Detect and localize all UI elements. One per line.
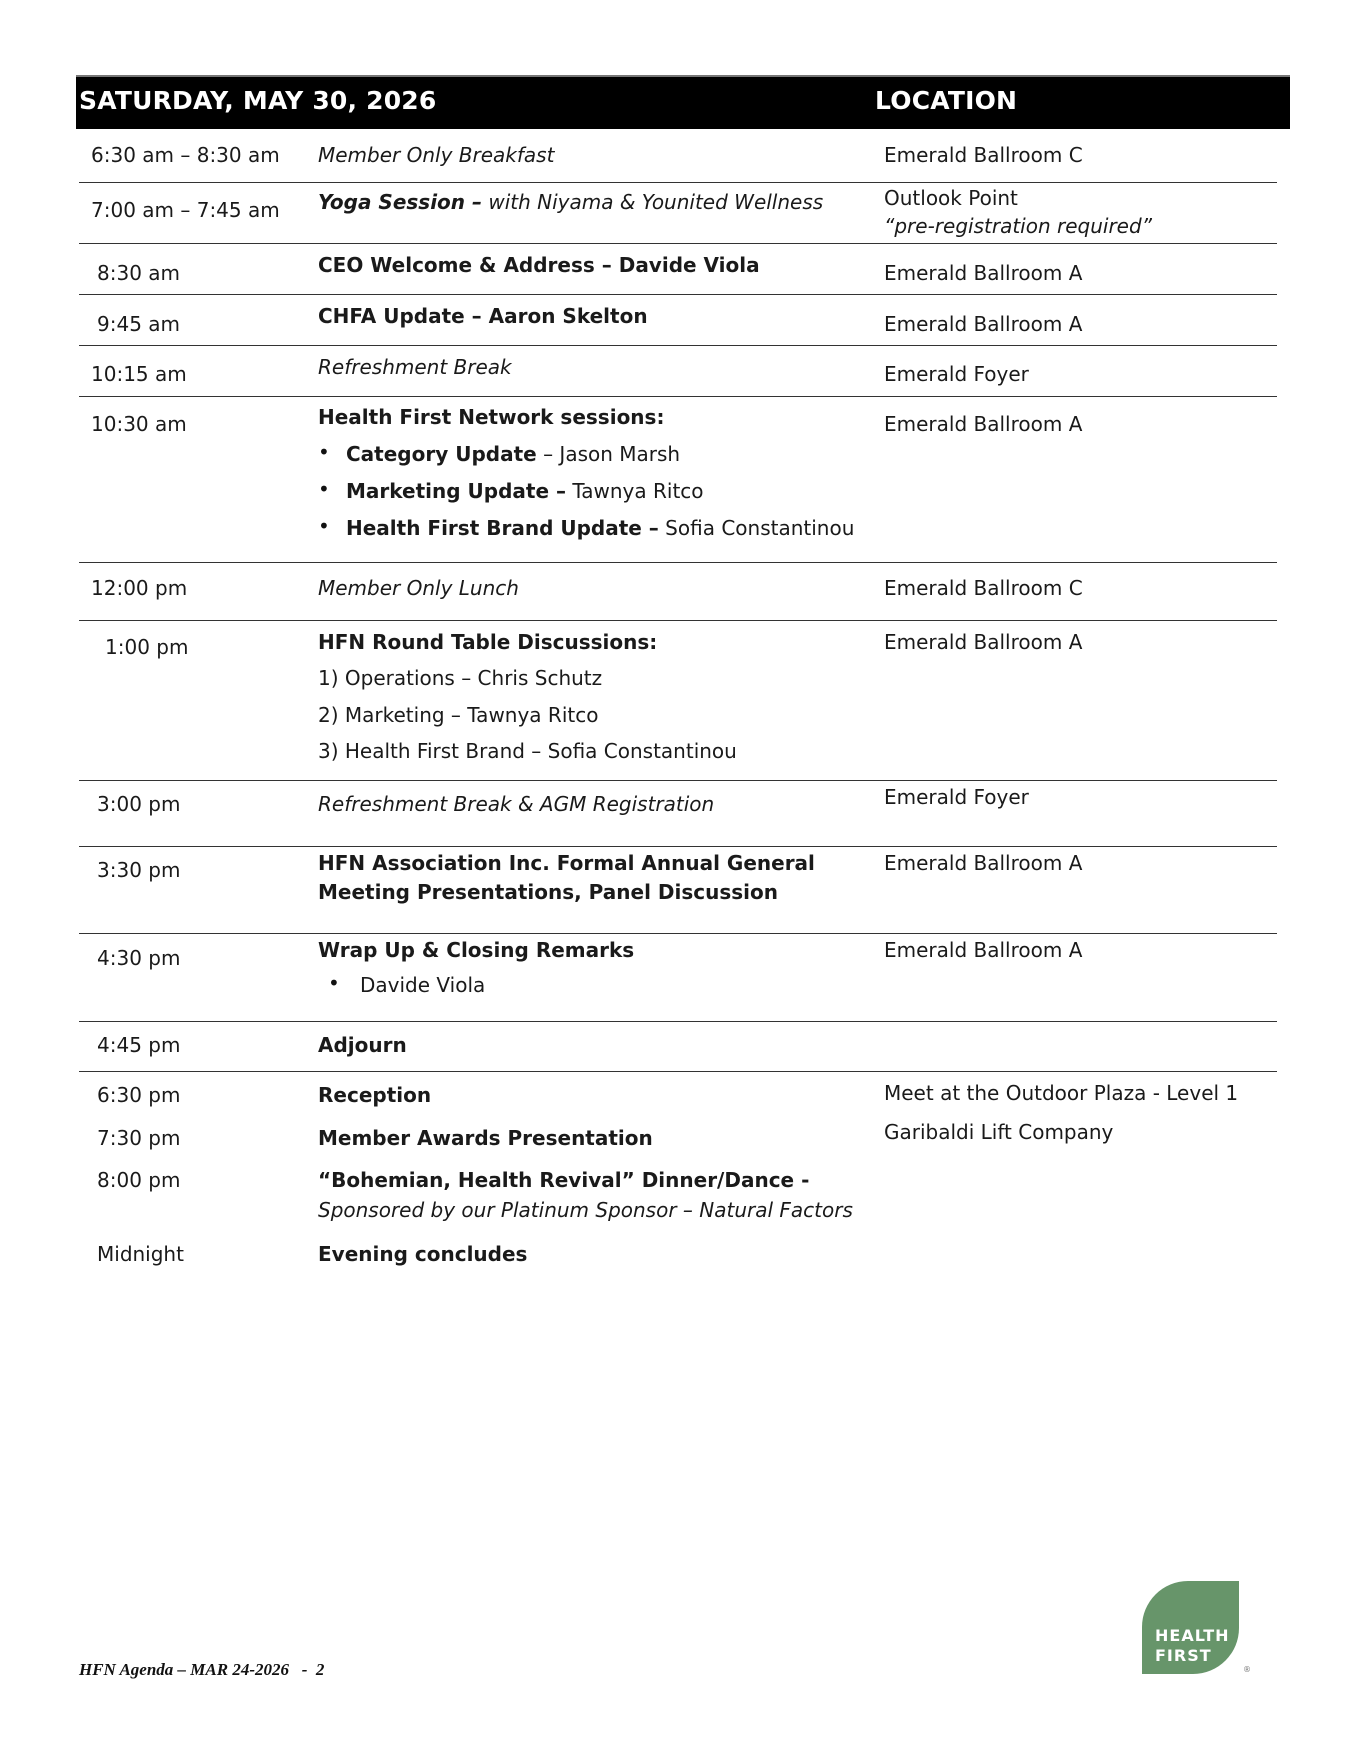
row-event-line2: Meeting Presentations, Panel Discussion [318, 880, 779, 904]
row-event: CHFA Update – Aaron Skelton [318, 304, 648, 328]
page-footer: HFN Agenda – MAR 24-2026 - 2 [79, 1660, 325, 1679]
row-time: 6:30 pm [97, 1083, 181, 1107]
session-title: Category Update [346, 442, 537, 466]
session-title: Health First Brand Update – [346, 516, 659, 540]
registered-mark: ® [1243, 1665, 1251, 1674]
session-item [346, 442, 680, 466]
row-divider [79, 846, 1277, 847]
row-divider [79, 182, 1277, 183]
row-location: Emerald Ballroom A [884, 312, 1083, 336]
row-divider [79, 562, 1277, 563]
location-heading: LOCATION [875, 86, 1018, 115]
row-event: HFN Round Table Discussions: [318, 630, 658, 654]
row-divider [79, 243, 1277, 244]
bullet-icon: • [318, 514, 330, 538]
row-location: Emerald Ballroom C [884, 576, 1083, 600]
row-event: Refreshment Break & AGM Registration [318, 792, 715, 816]
row-location: Emerald Ballroom C [884, 143, 1083, 167]
session-item [346, 479, 704, 503]
session-speaker: Tawnya Ritco [565, 479, 704, 503]
row-location: Emerald Ballroom A [884, 261, 1083, 285]
location-note: “pre-registration required” [884, 214, 1153, 238]
discussion-item: 3) Health First Brand – Sofia Constantinou [318, 739, 737, 763]
row-time: Midnight [97, 1242, 184, 1266]
event-detail: with Niyama & Younited Wellness [482, 190, 824, 214]
row-location: Meet at the Outdoor Plaza - Level 1 [884, 1081, 1239, 1105]
row-divider [79, 933, 1277, 934]
speaker-item: Davide Viola [360, 973, 486, 997]
row-event: Member Only Lunch [318, 576, 519, 600]
session-speaker: – Jason Marsh [536, 442, 681, 466]
row-event: Reception [318, 1083, 432, 1107]
event-title: Yoga Session – [318, 190, 482, 214]
row-location: Emerald Foyer [884, 785, 1029, 809]
event-sponsor-note: Sponsored by our Platinum Sponsor – Natural Factors [318, 1198, 853, 1222]
row-time: 10:30 am [91, 412, 187, 436]
row-event: Member Awards Presentation [318, 1126, 653, 1150]
row-location: Emerald Ballroom A [884, 851, 1083, 875]
row-divider [79, 1071, 1277, 1072]
row-time: 9:45 am [97, 312, 181, 336]
row-event: Refreshment Break [318, 355, 512, 379]
row-time: 10:15 am [91, 362, 187, 386]
row-time: 12:00 pm [91, 576, 188, 600]
row-location: Emerald Ballroom A [884, 938, 1083, 962]
logo-line1: HEALTH [1155, 1626, 1230, 1645]
row-event: Adjourn [318, 1033, 407, 1057]
row-event: Health First Network sessions: [318, 405, 665, 429]
health-first-logo [1142, 1581, 1239, 1674]
row-time: 1:00 pm [105, 635, 189, 659]
row-event: “Bohemian, Health Revival” Dinner/Dance - [318, 1168, 810, 1192]
row-location: Emerald Foyer [884, 362, 1029, 386]
row-time: 4:30 pm [97, 946, 181, 970]
discussion-item: 2) Marketing – Tawnya Ritco [318, 703, 599, 727]
row-event: Member Only Breakfast [318, 143, 555, 167]
row-location: Emerald Ballroom A [884, 412, 1083, 436]
row-location: Garibaldi Lift Company [884, 1120, 1114, 1144]
bullet-icon: • [328, 971, 340, 995]
row-divider [79, 396, 1277, 397]
row-location: Emerald Ballroom A [884, 630, 1083, 654]
row-divider [79, 780, 1277, 781]
discussion-item: 1) Operations – Chris Schutz [318, 666, 603, 690]
row-event [318, 190, 823, 214]
row-divider [79, 1021, 1277, 1022]
row-divider [79, 345, 1277, 346]
row-time: 3:30 pm [97, 858, 181, 882]
logo-text [1155, 1626, 1230, 1666]
logo-line2: FIRST [1155, 1646, 1212, 1665]
row-time: 7:00 am – 7:45 am [91, 198, 280, 222]
date-heading: SATURDAY, MAY 30, 2026 [79, 86, 437, 115]
row-time: 8:00 pm [97, 1168, 181, 1192]
bullet-icon: • [318, 477, 330, 501]
header-bar [76, 75, 1290, 129]
row-time: 3:00 pm [97, 792, 181, 816]
row-divider [79, 294, 1277, 295]
session-speaker: Sofia Constantinou [658, 516, 855, 540]
session-title: Marketing Update – [346, 479, 566, 503]
bullet-icon: • [318, 440, 330, 464]
session-item [346, 516, 854, 540]
row-time: 6:30 am – 8:30 am [91, 143, 280, 167]
row-time: 4:45 pm [97, 1033, 181, 1057]
row-event: Evening concludes [318, 1242, 528, 1266]
row-event: HFN Association Inc. Formal Annual General [318, 851, 815, 875]
row-divider [79, 620, 1277, 621]
row-time: 8:30 am [97, 261, 181, 285]
row-location: Outlook Point [884, 186, 1018, 210]
row-event: CEO Welcome & Address – Davide Viola [318, 253, 760, 277]
row-event: Wrap Up & Closing Remarks [318, 938, 635, 962]
row-time: 7:30 pm [97, 1126, 181, 1150]
